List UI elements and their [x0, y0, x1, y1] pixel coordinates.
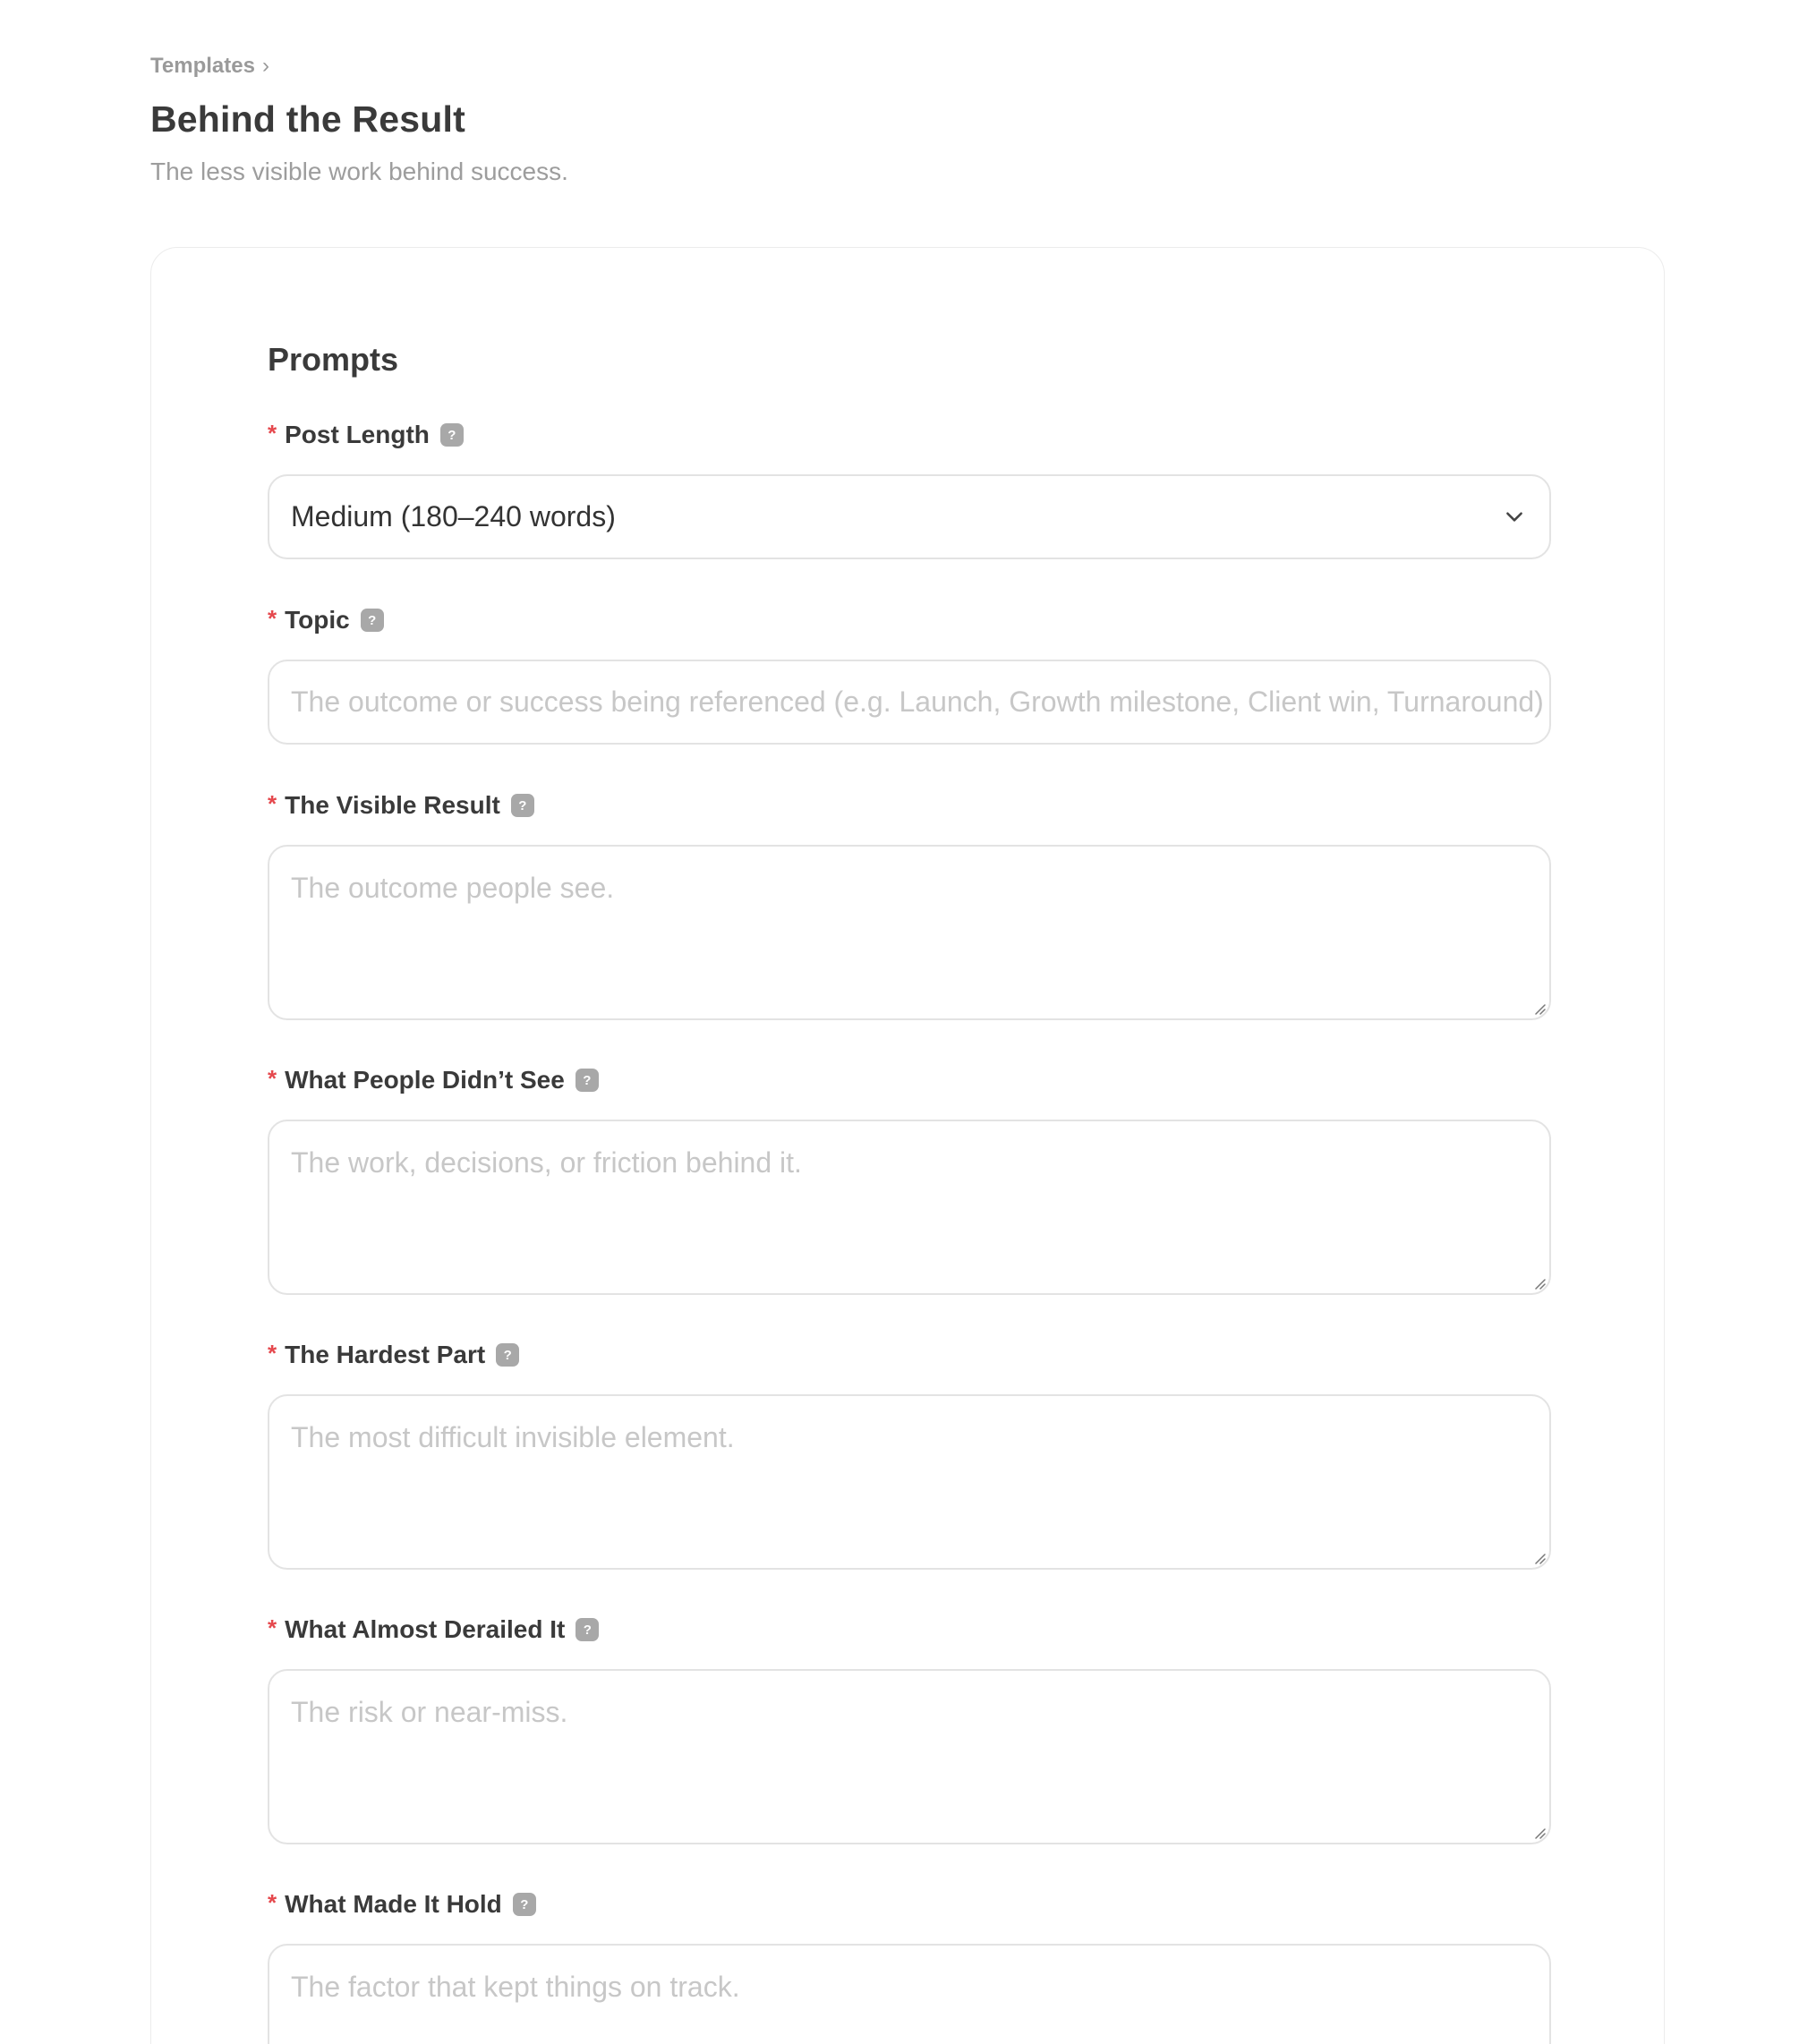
- field-label-row: [268, 1889, 1551, 1920]
- breadcrumb-link-templates[interactable]: Templates: [150, 54, 255, 78]
- textarea-placeholder: The most difficult invisible element.: [291, 1421, 735, 1453]
- help-icon[interactable]: ?: [576, 1618, 599, 1641]
- help-icon[interactable]: ?: [440, 423, 464, 447]
- field-label-row: [268, 1065, 1551, 1095]
- help-icon[interactable]: ?: [511, 794, 534, 817]
- field-label-row: [268, 1614, 1551, 1645]
- required-asterisk: *: [268, 789, 277, 817]
- help-icon[interactable]: ?: [513, 1893, 536, 1916]
- field-label-row: [268, 790, 1551, 821]
- field-label: What Made It Hold: [285, 1890, 502, 1918]
- hardest-part-textarea[interactable]: [268, 1394, 1551, 1570]
- field-label: Post Length: [285, 421, 430, 448]
- what-made-it-hold-textarea[interactable]: [268, 1944, 1551, 2044]
- input-placeholder: The outcome or success being referenced (e.g. Launch, Growth milestone, Client win, Turnaround): [291, 686, 1544, 718]
- field-what-people-didnt-see: [268, 1065, 1551, 1295]
- post-length-select[interactable]: [268, 474, 1551, 559]
- section-title: Prompts: [268, 341, 399, 378]
- field-label-row: [268, 605, 1551, 635]
- resize-handle-icon[interactable]: [1531, 1001, 1546, 1015]
- breadcrumb: [150, 54, 269, 79]
- field-label: What People Didn’t See: [285, 1066, 565, 1094]
- resize-handle-icon[interactable]: [1531, 1825, 1546, 1839]
- topic-input[interactable]: [268, 660, 1551, 745]
- field-label-row: [268, 420, 1551, 450]
- textarea-placeholder: The outcome people see.: [291, 872, 615, 904]
- page-subtitle: The less visible work behind success.: [150, 158, 568, 185]
- field-post-length: [268, 420, 1551, 559]
- required-asterisk: *: [268, 1339, 277, 1367]
- field-label-row: [268, 1340, 1551, 1370]
- field-visible-result: [268, 790, 1551, 1020]
- select-value: Medium (180–240 words): [291, 500, 616, 532]
- field-label: What Almost Derailed It: [285, 1615, 566, 1643]
- resize-handle-icon[interactable]: [1531, 1550, 1546, 1564]
- field-label: Topic: [285, 606, 350, 634]
- textarea-placeholder: The risk or near-miss.: [291, 1696, 568, 1728]
- chevron-down-icon: [1503, 505, 1526, 528]
- prompts-card: [150, 247, 1665, 2044]
- visible-result-textarea[interactable]: [268, 845, 1551, 1020]
- textarea-placeholder: The factor that kept things on track.: [291, 1971, 740, 2003]
- textarea-placeholder: The work, decisions, or friction behind it.: [291, 1146, 802, 1179]
- page-title: Behind the Result: [150, 98, 465, 140]
- required-asterisk: *: [268, 604, 277, 632]
- field-label: The Visible Result: [285, 791, 500, 819]
- field-hardest-part: [268, 1340, 1551, 1570]
- chevron-right-icon: ›: [261, 54, 269, 78]
- resize-handle-icon[interactable]: [1531, 1275, 1546, 1290]
- field-what-made-it-hold: [268, 1889, 1551, 2044]
- help-icon[interactable]: ?: [496, 1343, 519, 1367]
- help-icon[interactable]: ?: [361, 609, 384, 632]
- what-almost-derailed-it-textarea[interactable]: [268, 1669, 1551, 1844]
- field-label: The Hardest Part: [285, 1341, 486, 1368]
- required-asterisk: *: [268, 419, 277, 447]
- field-topic: [268, 605, 1551, 745]
- what-people-didnt-see-textarea[interactable]: [268, 1120, 1551, 1295]
- required-asterisk: *: [268, 1064, 277, 1092]
- help-icon[interactable]: ?: [576, 1069, 599, 1092]
- required-asterisk: *: [268, 1888, 277, 1916]
- required-asterisk: *: [268, 1614, 277, 1641]
- field-what-almost-derailed-it: [268, 1614, 1551, 1844]
